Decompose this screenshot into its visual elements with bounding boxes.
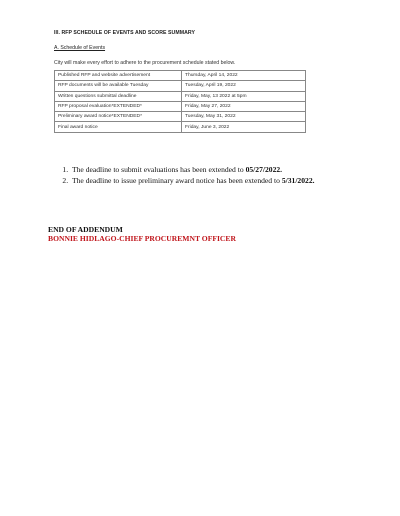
event-cell: RFP proposal evaluation*EXTENDED*	[55, 101, 182, 111]
note-date: 05/27/2022.	[245, 165, 283, 174]
note-text: The deadline to submit evaluations has been extended to	[72, 165, 246, 174]
schedule-subheading: A. Schedule of Events	[54, 45, 106, 51]
section-heading: III. RFP SCHEDULE OF EVENTS AND SCORE SUMMARY	[54, 30, 195, 36]
event-cell: Preliminary award notice*EXTENDED*	[55, 112, 182, 122]
schedule-table	[54, 70, 306, 133]
table-row	[55, 91, 306, 101]
officer-signature-line: BONNIE HIDLAGO-CHIEF PROCUREMNT OFFICER	[48, 234, 236, 243]
date-cell: Friday, May 27, 2022	[182, 101, 306, 111]
table-row	[55, 81, 306, 91]
note-text: The deadline to issue preliminary award notice has been extended to	[72, 176, 282, 185]
event-cell: RFP documents will be available Tuesday	[55, 81, 182, 91]
event-cell: Final award notice	[55, 122, 182, 132]
date-cell: Tuesday, April 19, 2022	[182, 81, 306, 91]
note-date: 5/31/2022.	[281, 176, 315, 185]
list-item	[70, 165, 370, 175]
event-cell: Published RFP and website advertisement	[55, 71, 182, 81]
date-cell: Friday, May, 13 2022 at 5pm	[182, 91, 306, 101]
list-item	[70, 176, 370, 186]
date-cell: Friday, June 3, 2022	[182, 122, 306, 132]
schedule-intro: City will make every effort to adhere to the procurement schedule stated below.	[54, 60, 236, 66]
date-cell: Thursday, April 14, 2022	[182, 71, 306, 81]
end-of-addendum: END OF ADDENDUM	[48, 225, 123, 234]
notes-list	[56, 165, 370, 187]
table-row	[55, 122, 306, 132]
date-cell: Tuesday, May 31, 2022	[182, 112, 306, 122]
table-row	[55, 71, 306, 81]
table-row	[55, 112, 306, 122]
event-cell: Written questions submittal deadline	[55, 91, 182, 101]
table-row	[55, 101, 306, 111]
